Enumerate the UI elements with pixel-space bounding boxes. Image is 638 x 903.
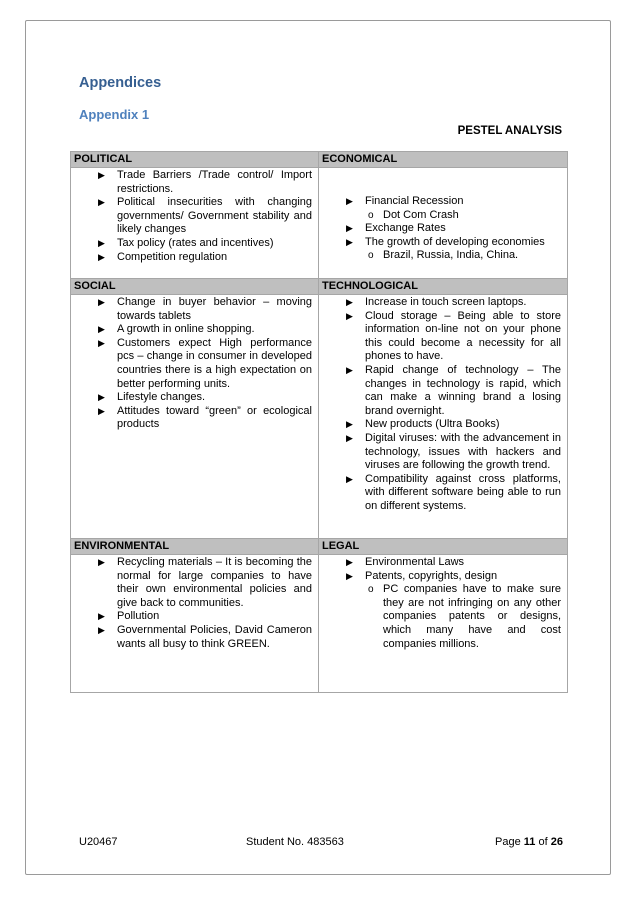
list-item [93, 251, 312, 265]
bullet-arrow-icon: ▶ [98, 337, 105, 348]
list-item [93, 405, 312, 432]
technological-header: TECHNOLOGICAL [319, 279, 568, 295]
list-item-text: Compatibility against cross platforms, with different software being able to run on different systems. [365, 472, 561, 512]
economical-list [319, 168, 567, 268]
list-item [93, 337, 312, 391]
bullet-arrow-icon: ▶ [346, 419, 353, 430]
list-item [93, 237, 312, 251]
sub-bullet-icon: o [368, 584, 374, 596]
list-item-text: New products (Ultra Books) [365, 418, 500, 431]
bullet-arrow-icon: ▶ [98, 624, 105, 635]
legal-header: LEGAL [319, 539, 568, 555]
list-item-text: Financial Recession [365, 195, 464, 207]
political-header: POLITICAL [71, 152, 319, 168]
list-item-text: Patents, copyrights, design [365, 569, 498, 582]
list-item-text: Recycling materials – It is becoming the normal for large companies to have their own environmental policies and give back to communities. [117, 556, 312, 609]
list-item-text: Digital viruses: with the advancement in technology, issues with hackers and viruses are following the growth trend. [365, 431, 561, 472]
bullet-arrow-icon: ▶ [346, 364, 353, 375]
bullet-arrow-icon: ▶ [346, 432, 353, 443]
list-item [341, 236, 561, 250]
bullet-arrow-icon: ▶ [98, 557, 105, 567]
political-list [71, 168, 318, 269]
list-item-text: Trade Barriers /Trade control/ Import restrictions. [117, 169, 312, 195]
bullet-arrow-icon: ▶ [98, 297, 105, 307]
sub-list-item [341, 249, 561, 263]
list-item [341, 222, 561, 236]
sub-bullet-icon: o [368, 250, 374, 262]
list-item [93, 169, 312, 196]
bullet-arrow-icon: ▶ [98, 392, 105, 403]
list-item [341, 310, 561, 364]
list-item-text: Exchange Rates [365, 222, 446, 235]
list-item-text: A growth in online shopping. [117, 323, 255, 336]
bullet-arrow-icon: ▶ [98, 251, 105, 262]
list-item-text: Competition regulation [117, 250, 228, 263]
list-item [341, 364, 561, 418]
list-item [93, 391, 312, 405]
pestel-title: PESTEL ANALYSIS [457, 125, 562, 137]
list-item-text: Pollution [117, 610, 160, 623]
list-item-text: Customers expect High performance pcs – change in consumer in developed countries there is a high expectation on better performing units. [117, 336, 312, 390]
bullet-arrow-icon: ▶ [98, 611, 105, 622]
footer-student-number: Student No. 483563 [246, 836, 344, 848]
page-of: of [538, 836, 548, 848]
list-item-text: Tax policy (rates and incentives) [117, 236, 274, 249]
appendix-1-heading: Appendix 1 [79, 107, 150, 122]
list-item-text: Change in buyer behavior – moving towards tablets [117, 296, 312, 322]
list-item-text: Environmental Laws [365, 556, 465, 568]
bullet-arrow-icon: ▶ [346, 236, 353, 247]
sub-list-item [341, 209, 561, 223]
bullet-arrow-icon: ▶ [98, 197, 105, 208]
appendices-heading: Appendices [79, 75, 162, 91]
list-item [93, 556, 312, 610]
list-item-text: The growth of developing economies [365, 235, 545, 248]
sub-list-item-text: Dot Com Crash [383, 208, 459, 221]
social-header: SOCIAL [71, 279, 319, 295]
bullet-arrow-icon: ▶ [98, 405, 105, 416]
bullet-arrow-icon: ▶ [346, 310, 353, 321]
list-item [93, 196, 312, 237]
bullet-arrow-icon: ▶ [98, 170, 105, 180]
list-item [93, 323, 312, 337]
environmental-list [71, 555, 318, 656]
list-item-text: Political insecurities with changing governments/ Government stability and likely changes [117, 196, 312, 236]
economical-header: ECONOMICAL [319, 152, 568, 168]
social-list [71, 295, 318, 437]
list-item [341, 296, 561, 310]
page-total: 26 [550, 836, 563, 848]
list-item-text: Attitudes toward “green” or ecological products [117, 404, 312, 431]
bullet-arrow-icon: ▶ [346, 297, 353, 307]
list-item-text: Rapid change of technology – The changes in technology is rapid, which can make a winning brand a losing brand overnight. [365, 363, 561, 417]
sub-list-item [341, 583, 561, 651]
bullet-arrow-icon: ▶ [346, 557, 353, 567]
list-item-text: Governmental Policies, David Cameron wants all busy to think GREEN. [117, 623, 312, 650]
list-item [341, 473, 561, 514]
bullet-arrow-icon: ▶ [98, 237, 105, 248]
list-item [341, 195, 561, 209]
list-item [341, 556, 561, 570]
sub-list-item-text: Brazil, Russia, India, China. [383, 249, 519, 262]
list-item [93, 296, 312, 323]
page-current: 11 [523, 836, 536, 848]
pestel-table [70, 151, 568, 693]
bullet-arrow-icon: ▶ [346, 473, 353, 484]
legal-list [319, 555, 567, 656]
sub-bullet-icon: o [368, 209, 374, 221]
bullet-arrow-icon: ▶ [98, 324, 105, 335]
list-item [341, 570, 561, 584]
list-item-text: Increase in touch screen laptops. [365, 296, 527, 308]
list-item [341, 432, 561, 473]
bullet-arrow-icon: ▶ [346, 223, 353, 234]
bullet-arrow-icon: ▶ [346, 570, 353, 581]
technological-list [319, 295, 567, 519]
list-item-text: Lifestyle changes. [117, 391, 206, 404]
page-label: Page [495, 836, 521, 848]
footer-page-number [495, 836, 563, 848]
environmental-header: ENVIRONMENTAL [71, 539, 319, 555]
list-item-text: Cloud storage – Being able to store information on-line not on your phone this could become a necessity for all phones to have. [365, 309, 561, 363]
list-item [341, 418, 561, 432]
list-item [93, 624, 312, 651]
list-item [93, 610, 312, 624]
footer-id: U20467 [79, 836, 118, 848]
sub-list-item-text: PC companies have to make sure they are not infringing on any other companies patents or designs, which many have and cost companies millions. [383, 583, 561, 650]
bullet-arrow-icon: ▶ [346, 196, 353, 206]
